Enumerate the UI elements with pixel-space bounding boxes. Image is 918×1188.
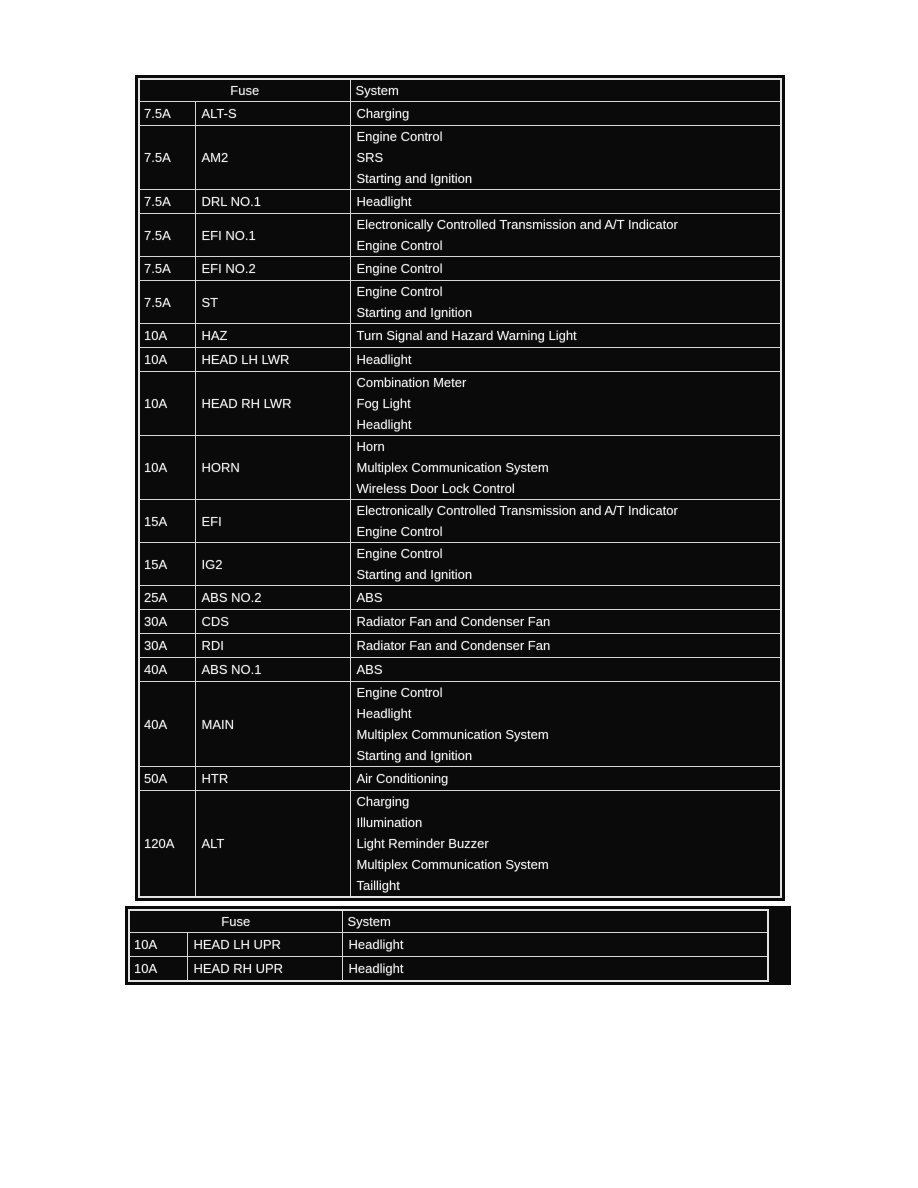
fuse-name-cell: CDS: [195, 610, 350, 634]
system-cell: [350, 500, 781, 543]
amperage-cell: 10A: [129, 957, 187, 982]
amperage-cell: 120A: [139, 791, 195, 898]
system-line: Radiator Fan and Condenser Fan: [356, 614, 551, 629]
fuse-name-cell: HORN: [195, 436, 350, 500]
amperage-cell: 30A: [139, 610, 195, 634]
system-line: Air Conditioning: [356, 771, 449, 786]
system-cell: [350, 324, 781, 348]
table-row: [139, 214, 781, 257]
table-row: [139, 102, 781, 126]
fuse-name-cell: ALT: [195, 791, 350, 898]
table-row: [139, 658, 781, 682]
amperage-cell: 10A: [139, 348, 195, 372]
system-line: ABS: [356, 590, 383, 605]
system-line: Turn Signal and Hazard Warning Light: [356, 328, 577, 343]
fuse-name-cell: ST: [195, 281, 350, 324]
table-row: [139, 586, 781, 610]
fuse-name-cell: IG2: [195, 543, 350, 586]
fuse-name-cell: HAZ: [195, 324, 350, 348]
amperage-cell: 7.5A: [139, 214, 195, 257]
table-row: [139, 372, 781, 436]
system-line: Fog Light: [356, 396, 411, 411]
amperage-cell: 15A: [139, 543, 195, 586]
fuse-name-cell: EFI NO.1: [195, 214, 350, 257]
fuse-name-cell: EFI: [195, 500, 350, 543]
system-line: Charging: [356, 106, 410, 121]
system-cell: [350, 190, 781, 214]
fuse-name-cell: EFI NO.2: [195, 257, 350, 281]
system-line: Engine Control: [356, 546, 443, 561]
fuse-name-cell: RDI: [195, 634, 350, 658]
table-header-row: [139, 79, 781, 102]
amperage-cell: 10A: [139, 372, 195, 436]
system-line: Light Reminder Buzzer: [356, 836, 489, 851]
fuse-name-cell: AM2: [195, 126, 350, 190]
amperage-cell: 30A: [139, 634, 195, 658]
amperage-cell: 7.5A: [139, 257, 195, 281]
system-line: Electronically Controlled Transmission and A/T Indicator: [356, 217, 678, 232]
system-line: Headlight: [356, 194, 412, 209]
system-cell: [350, 767, 781, 791]
fuse-name-cell: ABS NO.2: [195, 586, 350, 610]
system-line: Headlight: [356, 706, 412, 721]
system-cell: [350, 348, 781, 372]
fuse-name-cell: ABS NO.1: [195, 658, 350, 682]
system-cell: [350, 257, 781, 281]
system-line: Engine Control: [356, 129, 443, 144]
system-column-header: System: [350, 79, 781, 102]
system-line: Illumination: [356, 815, 423, 830]
system-cell: [350, 214, 781, 257]
fuse-name-cell: HEAD LH LWR: [195, 348, 350, 372]
fuse-name-cell: MAIN: [195, 682, 350, 767]
table-row: [139, 610, 781, 634]
amperage-cell: 10A: [139, 324, 195, 348]
amperage-cell: 40A: [139, 658, 195, 682]
system-cell: [350, 102, 781, 126]
system-line: Radiator Fan and Condenser Fan: [356, 638, 551, 653]
table-row: [139, 257, 781, 281]
system-line: Combination Meter: [356, 375, 467, 390]
system-cell: [350, 610, 781, 634]
table-row: [139, 281, 781, 324]
system-cell: [350, 372, 781, 436]
system-line: Engine Control: [356, 238, 443, 253]
table-row: [129, 957, 768, 982]
system-line: Starting and Ignition: [356, 305, 473, 320]
amperage-cell: 10A: [129, 933, 187, 957]
system-line: Starting and Ignition: [356, 567, 473, 582]
table-row: [139, 682, 781, 767]
system-line: Engine Control: [356, 524, 443, 539]
system-line: Headlight: [356, 352, 412, 367]
system-line: Headlight: [356, 417, 412, 432]
table-row: [139, 791, 781, 898]
secondary-fuse-table: [128, 909, 769, 982]
table-row: [129, 933, 768, 957]
main-fuse-table: [138, 78, 782, 898]
system-line: Headlight: [348, 961, 404, 976]
amperage-cell: 50A: [139, 767, 195, 791]
table-row: [139, 634, 781, 658]
system-column-header: System: [342, 910, 768, 933]
table-row: [139, 543, 781, 586]
system-line: Starting and Ignition: [356, 171, 473, 186]
system-line: Headlight: [348, 937, 404, 952]
system-cell: [350, 586, 781, 610]
fuse-column-header: Fuse: [129, 910, 342, 933]
table-row: [139, 126, 781, 190]
table-row: [139, 190, 781, 214]
system-cell: [350, 543, 781, 586]
table-row: [139, 500, 781, 543]
fuse-name-cell: HEAD RH UPR: [187, 957, 342, 982]
system-line: Multiplex Communication System: [356, 857, 549, 872]
table-row: [139, 436, 781, 500]
amperage-cell: 7.5A: [139, 281, 195, 324]
system-line: Taillight: [356, 878, 400, 893]
system-cell: [350, 634, 781, 658]
system-line: Engine Control: [356, 261, 443, 276]
system-line: Electronically Controlled Transmission and A/T Indicator: [356, 503, 678, 518]
fuse-name-cell: HEAD LH UPR: [187, 933, 342, 957]
amperage-cell: 10A: [139, 436, 195, 500]
system-line: Horn: [356, 439, 385, 454]
system-cell: [350, 281, 781, 324]
system-line: Multiplex Communication System: [356, 727, 549, 742]
system-line: Charging: [356, 794, 410, 809]
table-row: [139, 324, 781, 348]
system-line: Starting and Ignition: [356, 748, 473, 763]
system-cell: [350, 126, 781, 190]
table-row: [139, 348, 781, 372]
system-line: Engine Control: [356, 284, 443, 299]
amperage-cell: 7.5A: [139, 190, 195, 214]
amperage-cell: 7.5A: [139, 102, 195, 126]
system-cell: [350, 658, 781, 682]
fuse-name-cell: HTR: [195, 767, 350, 791]
amperage-cell: 15A: [139, 500, 195, 543]
system-cell: [350, 436, 781, 500]
fuse-name-cell: ALT-S: [195, 102, 350, 126]
system-line: ABS: [356, 662, 383, 677]
system-line: Multiplex Communication System: [356, 460, 549, 475]
amperage-cell: 25A: [139, 586, 195, 610]
fuse-name-cell: HEAD RH LWR: [195, 372, 350, 436]
secondary-fuse-table-block: [125, 906, 791, 985]
system-cell: [342, 957, 768, 982]
fuse-name-cell: DRL NO.1: [195, 190, 350, 214]
system-line: SRS: [356, 150, 384, 165]
amperage-cell: 7.5A: [139, 126, 195, 190]
table-row: [139, 767, 781, 791]
system-cell: [342, 933, 768, 957]
amperage-cell: 40A: [139, 682, 195, 767]
fuse-column-header: Fuse: [139, 79, 350, 102]
system-cell: [350, 791, 781, 898]
system-line: Wireless Door Lock Control: [356, 481, 515, 496]
system-line: Engine Control: [356, 685, 443, 700]
table-header-row: [129, 910, 768, 933]
system-cell: [350, 682, 781, 767]
main-fuse-table-block: [135, 75, 785, 901]
